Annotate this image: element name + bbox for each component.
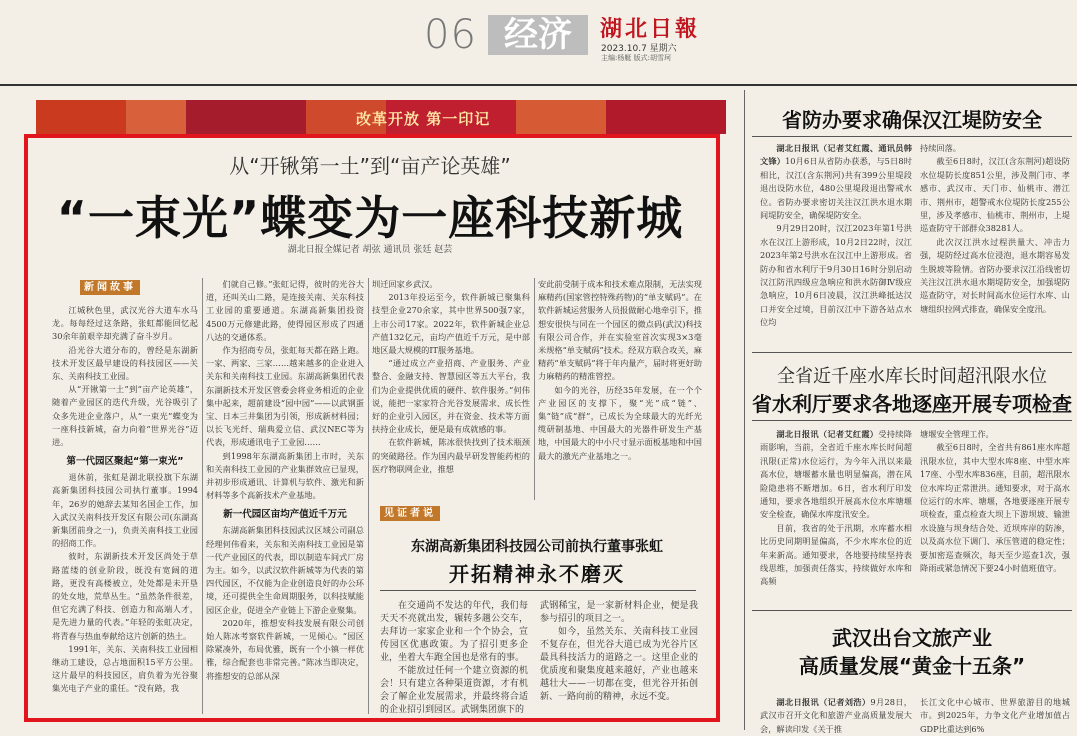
story2-column-2 — [920, 428, 1070, 604]
story3-column-1 — [760, 696, 912, 734]
story1-column-2 — [920, 142, 1070, 346]
paragraph: 目前，我省的处于汛期，水库蓄水相比历史同期明显偏高，不少水库水位的近年来新高。通知要求，各地要持续坚持表线思维，加强责任落实，持续做好水库和高频 — [760, 522, 912, 587]
paragraph: 2013年投运至今，软件新城已聚集科技型企业270余家，其中世界500强7家，上市公司17家。2022年，软件新城企业总产值132亿元，亩均产值近千万元，是中部地区最大规模的IT服务基地。 — [372, 292, 530, 356]
paragraph: 如今的光谷，历经35年发展，在一个个产业园区的支撑下，聚“光”成“链”、集“链”成“群”，已成长为全球最大的光纤光缆研制基地、中国最大的光器件研发生产基地，中国最大的中小尺寸显示面板基地和中国最大的激光产业基地之一。 — [538, 384, 702, 461]
tag-news-story: 新闻故事 — [80, 280, 140, 295]
page-number: 06 — [424, 12, 477, 58]
story1-rule — [752, 136, 1072, 137]
paragraph: 9月28日，武汉市召开文化和旅游产业高质量发展大会，解读印发《关于推 — [760, 697, 912, 734]
paragraph: “通过成立产业招商、产业服务、产业整合、金融支持、智慧园区等五大平台，我们为企业提供优质的硬件、软件服务。”何伟说，能把一家家符合光谷发展需求、成长性好的企业引入园区，并在资金、技术等方面扶持企业成长，便是最有成就感的事。 — [372, 358, 530, 435]
story3-headline-line-1: 武汉出台文旅产业 — [832, 626, 992, 650]
page-column-divider — [744, 90, 745, 730]
story1-column-1 — [760, 142, 912, 346]
dateline: 湖北日报讯（记者刘浩） — [776, 697, 871, 707]
story-divider — [752, 610, 1072, 611]
paragraph: 此次汉江洪水过程洪量大、冲击力强，堤防经过高水位浸泡，退水期容易发生脱坡等险情。省防办要求汉江沿线密切关注汉江洪水退水期堤防安全，加强堤防巡查防守，对长时间高水位运行水库、山塘组织拉网式排查，确保安全度汛。 — [920, 236, 1070, 314]
paragraph: 如今，虽然关东、关南科技工业园不复存在，但光谷大道已成为光谷片区最具科技活力的道路之一。这里企业的优质度和聚集度越来越好，产业也越来越壮大——一切都在变，但光谷开拓创新、一路向前的精神，永远不变。 — [540, 627, 698, 702]
witness-column-1 — [380, 600, 528, 716]
feature-column-4 — [538, 278, 702, 498]
column-divider — [368, 278, 369, 714]
paragraph: 不能放过任何一个建立资源的机会！只有建立各种渠道资源，才有机会了解企业发展需求，并最终将合适的企业招引到园区。武钢集团旗下的 — [380, 666, 528, 715]
witness-column-2 — [540, 600, 698, 716]
witness-rule — [380, 590, 696, 591]
witness-title-line-2: 开拓精神永不磨灭 — [449, 562, 625, 586]
masthead-rule — [0, 84, 1077, 86]
section-heading: 第一代园区聚起“第一束光” — [66, 456, 184, 468]
paragraph: 东湖高新集团科技园武汉区域公司副总经理何伟看来，关东和关南科技工业园是第一代产业园区的代表，即以制造车间式厂房为主。如今，以武汉软件新城等为代表的第四代园区，不仅能为企业创造良好的办公环境，还可提供全生命周期服务，以科技赋能园区企业，促进全产业链上下游企业聚集。 — [206, 525, 364, 615]
feature-column-2 — [206, 278, 364, 718]
paragraph: 江城秋色里，武汉光谷大道车水马龙。每每经过这条路，张虹都能回忆起30余年前艰辛却充满了奋斗岁月。 — [52, 305, 198, 342]
paragraph: 们就自己修。”张虹记得，彼时的光谷大道，还叫关山二路，是连接关南、关东科技工业园的重要通道。东湖高新集团投资4500万元修建此路，使得园区形成了四通八达的交通体系。 — [206, 279, 364, 342]
story2-headline: 省水利厅要求各地逐座开展专项检查 — [752, 392, 1072, 416]
story3-column-2 — [920, 696, 1070, 734]
paragraph: 退休前，张虹是湖北联投旗下东湖高新集团科技园公司执行董事。1994年，26岁的她辞去某知名国企工作，加入武汉关南科技开发区有限公司(东湖高新集团前身之一)，负责关南科技工业园的招商工作。 — [52, 472, 198, 549]
witness-title-line-1: 东湖高新集团科技园公司前执行董事张虹 — [411, 539, 663, 555]
story-divider — [752, 352, 1072, 353]
paragraph: 塘堰安全管理工作。 — [920, 429, 994, 439]
feature-column-1 — [52, 304, 198, 718]
banner-label: 改革开放 第一印记 — [356, 110, 491, 128]
paper-name-logo: 湖北日報 — [600, 16, 701, 42]
story2-rule — [752, 420, 1072, 421]
paragraph: 圳迁回家乡武汉。 — [372, 279, 438, 289]
paragraph: 受持续降雨影响，当前，全省近千座水库长时间超汛限(正常)水位运行，为今年入汛以来最高水位，塘堰蓄水量也明显偏高，潜在风险隐患将不断增加。6日，省水利厅印发通知，要求各地组织开展高水位水库塘堰安全检查，确保水库度汛安全。 — [760, 429, 912, 520]
feature-column-3 — [372, 278, 530, 498]
date-line: 2023.10.7 星期六 — [601, 44, 677, 54]
feature-byline: 湖北日报全媒记者 胡弦 通讯员 张廷 赵芸 — [287, 245, 453, 255]
story2-column-1 — [760, 428, 912, 604]
paragraph: 截至6日8时，全省共有861座水库超汛限水位，其中大型水库8座、中型水库17座、小型水库836座，目前，超汛限水位水库均正常泄洪。通知要求，对于高水位运行的水库、塘堰，各地要逐座开展专项检查，重点检查大坝上下游坝坡、输泄水设施与坝身结合处、近坝库岸的防渗，以及高水位下调门、承压管道的稳定性；要加密巡查频次，每天至少巡查1次，强降雨或紧急情况下要24小时值班值守。 — [920, 442, 1070, 574]
story2-kicker: 全省近千座水库长时间超汛限水位 — [777, 366, 1047, 387]
story1-headline: 省防办要求确保汉江堤防安全 — [782, 108, 1042, 132]
story3-headline-line-2: 高质量发展“黄金十五条” — [798, 654, 1026, 678]
paragraph: 在软件新城，陈冰很快找到了技术瓶颈的突破路径。作为国内最早研发智能药柜的医疗物联网企业，推想 — [372, 437, 530, 474]
section-label: 经济 — [488, 15, 588, 55]
paragraph: 在交通尚不发达的年代，我们每天天不亮就出发，辗转多趟公交车，去拜访一家家企业和一个个协会，宣传园区优惠政策。为了招引更多企业，坐着大车跑全国也是常有的事。 — [380, 601, 528, 663]
paragraph: 2020年，推想安科技发展有限公司创始人陈冰考察软件新城，一见倾心。“园区除紧凑外，布局优雅，既有一个小镇一样优雅，综合配套也非常完善。”陈冰当即决定，将推想安的总部从深 — [206, 617, 364, 681]
paragraph: 持续回落。 — [920, 143, 961, 153]
dateline: 湖北日报讯（记者艾红霞） — [776, 429, 879, 439]
editors-line: 主编:杨艇 版式:胡雪珂 — [601, 54, 671, 62]
paragraph: 9月29日20时，汉江2023年第1号洪水在汉江上游形成，10月2日22时，汉江2023年第2号洪水在汉江中上游形成。省防办和省水利厅于9月30日16时分别启动汉江防汛四级应急响应和洪水防御Ⅳ级应急响应，10月6日凌晨，汉江洪峰抵达汉口并安全过境，目前汉江中下游各站点水位均 — [760, 223, 912, 328]
paragraph: 1991年，关东、关南科技工业园相继动工建设，总占地面积15平方公里。这片最早的科技园区，肩负着为光谷聚集光电子产业的重任。“没有路，我 — [52, 643, 198, 694]
feature-kicker: 从“开锹第一土”到“亩产论英雄” — [229, 154, 511, 178]
feature-headline: “一束光”蝶变为一座科技新城 — [56, 191, 684, 245]
column-divider — [534, 278, 535, 500]
column-divider — [202, 278, 203, 714]
paragraph: 彼时，东湖新技术开发区尚处于草路蓝缕的创业阶段，既没有宽阔的道路，更没有高楼被立，处处都是未开垦的处女地，荒草丛生。“虽然条件很差，但它充满了科技、创造力和高端人才，是先进力量的代表。”年轻的张虹决定，将青春与热血奉献给这片创新的热土。 — [52, 551, 198, 641]
paragraph: 长江文化中心城市、世界旅游目的地城市。到2025年，力争文化产业增加值占GDP比重达到6% — [920, 697, 1070, 734]
tag-witness: 见证者说 — [380, 506, 440, 521]
paragraph: 武钢稀宝，是一家新材料企业，便是我参与招引的项目之一。 — [540, 601, 698, 624]
paragraph: 10月6日从省防办获悉，与5日8时相比，汉江(含东荆河)共有399公里堤段退出设防水位，480公里堤段退出警戒水位。省防办要求密切关注汉江洪水退水期间堤防安全，确保堤防安全。 — [760, 156, 912, 221]
paragraph: 沿光谷大道分布的，曾经是东湖新技术开发区最早建设的科技园区——关东、关南科技工业园。 — [52, 344, 198, 382]
paragraph: 截至6日8时，汉江(含东荆河)超设防水位堤防长度851公里，涉及荆门市、孝感市、武汉市、天门市、仙桃市、潜江市、荆州市，超警戒水位堤防长度255公里，涉及孝感市、仙桃市、荆州市，上堤巡查防守干部群众38281人。 — [920, 156, 1070, 234]
paragraph: 作为招商专员，张虹每天都在路上跑。一家、两家、三家……越来越多的企业进入关东和关南科技工业园。东湖高新集团代表东湖新技术开发区管委会将业务相近的企业集中起来，超前建设“园中园”——以武钢蛋宝、日本三井集团为引领，形成新材料园；以长飞光纤、瑞典爱立信、武汉NEC等为代表，形成通讯电子工业园…… — [206, 345, 364, 448]
dateline: 湖北日报讯（记者艾红霞、通讯员韩文锋） — [760, 143, 912, 167]
paragraph: 到1998年东湖高新集团上市时，关东和关南科技工业园的产业集群效应已显现，并初步形成通讯、计算机与软件、激光和新材料等多个高新技术产业基地。 — [206, 450, 364, 501]
paragraph: 从“开锹第一土”到“亩产论英雄”，随着产业园区的迭代升级，光谷吸引了众多先进企业落户，从“一束光”蝶变为一座科技新城，奋力向着“世界光谷”迈进。 — [52, 384, 198, 448]
paragraph: 安此前受制于成本和技术难点限制，无法实现麻精药(国家管控特殊药物)的“单支赋码”。在软件新城运营服务人员报做耐心地牵引下，推想安很快与同在一个园区的微点码(武汉)科技有限公司合作，并在实验室首次实现3×3毫米规格“单支赋码”技术。经双方联合攻关，麻精药“单支赋码”将于年内量产，届时将更好助力麻精药的精准管控。 — [538, 279, 702, 382]
section-heading: 新一代园区亩均产值近千万元 — [223, 509, 347, 521]
